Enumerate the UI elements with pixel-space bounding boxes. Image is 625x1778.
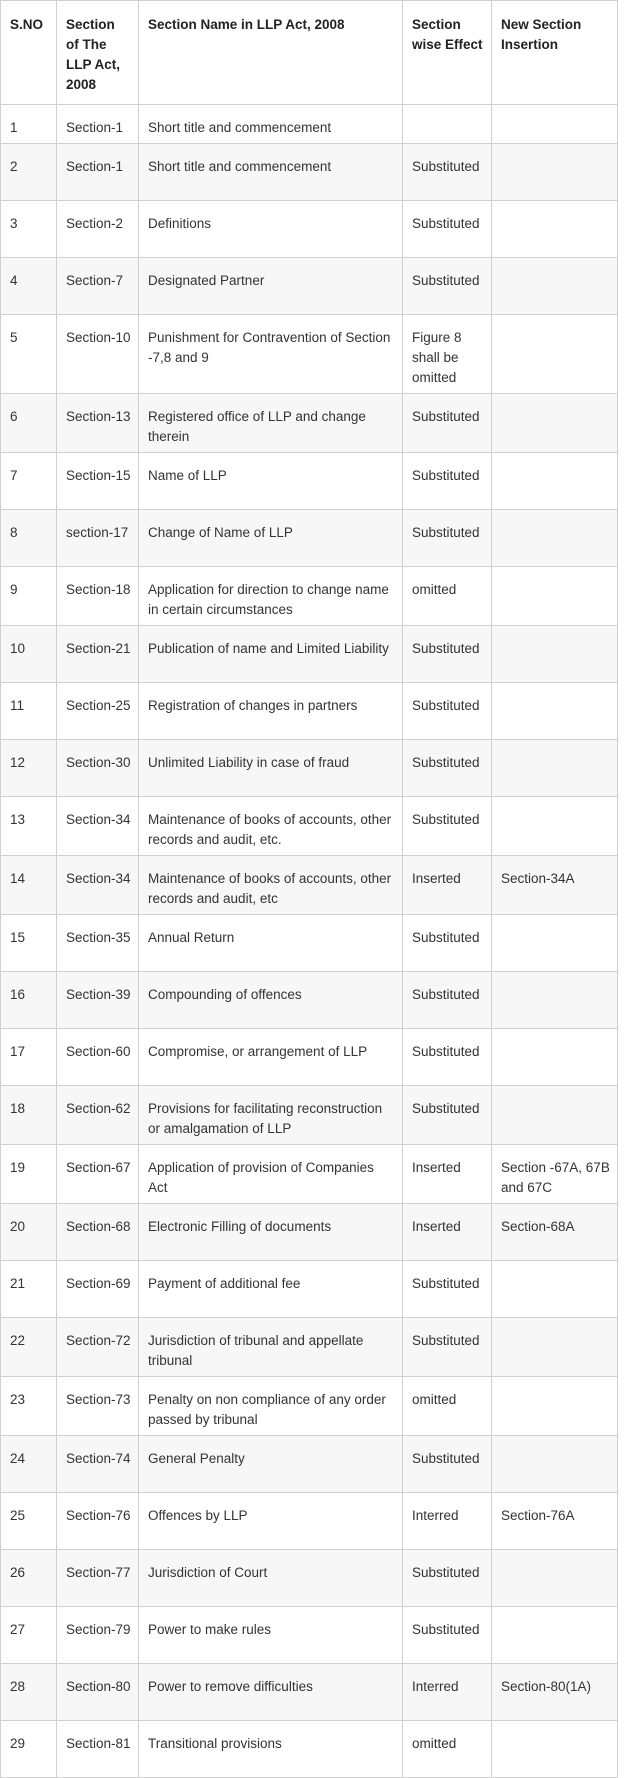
cell-section-name: Punishment for Contravention of Section -7,8 and 9 <box>139 315 403 394</box>
header-new-insertion: New Section Insertion <box>492 1 618 105</box>
cell-effect: Substituted <box>403 626 492 683</box>
table-row <box>1 105 618 144</box>
cell-section-name: Maintenance of books of accounts, other records and audit, etc. <box>139 797 403 856</box>
cell-section: Section-7 <box>57 258 139 315</box>
cell-new-insertion: Section-80(1A) <box>492 1664 618 1721</box>
cell-effect: omitted <box>403 567 492 626</box>
table-row <box>1 1086 618 1145</box>
table-row <box>1 856 618 915</box>
cell-effect: Substituted <box>403 1261 492 1318</box>
cell-new-insertion <box>492 567 618 626</box>
cell-new-insertion <box>492 915 618 972</box>
cell-effect: Inserted <box>403 1145 492 1204</box>
cell-new-insertion: Section -67A, 67B and 67C <box>492 1145 618 1204</box>
cell-sno: 16 <box>1 972 57 1029</box>
table-row <box>1 1436 618 1493</box>
cell-section-name: Application for direction to change name in certain circumstances <box>139 567 403 626</box>
cell-section-name: Transitional provisions <box>139 1721 403 1778</box>
table-row <box>1 972 618 1029</box>
cell-new-insertion <box>492 683 618 740</box>
cell-new-insertion <box>492 201 618 258</box>
header-section-name: Section Name in LLP Act, 2008 <box>139 1 403 105</box>
cell-effect: Substituted <box>403 510 492 567</box>
cell-section: Section-34 <box>57 797 139 856</box>
cell-new-insertion <box>492 1086 618 1145</box>
cell-section: Section-35 <box>57 915 139 972</box>
cell-section: Section-18 <box>57 567 139 626</box>
cell-sno: 6 <box>1 394 57 453</box>
table-row <box>1 394 618 453</box>
cell-effect <box>403 105 492 144</box>
table-row <box>1 201 618 258</box>
cell-new-insertion <box>492 394 618 453</box>
table-header <box>1 1 618 105</box>
cell-new-insertion <box>492 1721 618 1778</box>
table-row <box>1 1550 618 1607</box>
cell-sno: 28 <box>1 1664 57 1721</box>
cell-section-name: Registered office of LLP and change therein <box>139 394 403 453</box>
cell-sno: 5 <box>1 315 57 394</box>
cell-new-insertion <box>492 258 618 315</box>
table-row <box>1 797 618 856</box>
cell-effect: Substituted <box>403 144 492 201</box>
cell-effect: Substituted <box>403 1318 492 1377</box>
cell-section: Section-81 <box>57 1721 139 1778</box>
cell-effect: Inserted <box>403 1204 492 1261</box>
table-row <box>1 1664 618 1721</box>
cell-sno: 3 <box>1 201 57 258</box>
cell-section-name: Designated Partner <box>139 258 403 315</box>
cell-new-insertion <box>492 1550 618 1607</box>
cell-effect: Substituted <box>403 258 492 315</box>
cell-section: Section-76 <box>57 1493 139 1550</box>
cell-section: Section-80 <box>57 1664 139 1721</box>
cell-section-name: Short title and commencement <box>139 105 403 144</box>
table-row <box>1 1318 618 1377</box>
cell-section-name: Maintenance of books of accounts, other records and audit, etc <box>139 856 403 915</box>
cell-sno: 23 <box>1 1377 57 1436</box>
cell-sno: 2 <box>1 144 57 201</box>
table-row <box>1 1377 618 1436</box>
cell-section: Section-39 <box>57 972 139 1029</box>
cell-section-name: Electronic Filling of documents <box>139 1204 403 1261</box>
cell-effect: Substituted <box>403 453 492 510</box>
cell-section-name: Power to remove difficulties <box>139 1664 403 1721</box>
cell-sno: 14 <box>1 856 57 915</box>
cell-effect: Substituted <box>403 740 492 797</box>
cell-effect: Substituted <box>403 1086 492 1145</box>
cell-section: Section-69 <box>57 1261 139 1318</box>
cell-section-name: Publication of name and Limited Liability <box>139 626 403 683</box>
cell-sno: 17 <box>1 1029 57 1086</box>
cell-section: Section-73 <box>57 1377 139 1436</box>
cell-new-insertion <box>492 972 618 1029</box>
table-row <box>1 626 618 683</box>
cell-section-name: Power to make rules <box>139 1607 403 1664</box>
cell-new-insertion <box>492 1318 618 1377</box>
cell-section: Section-67 <box>57 1145 139 1204</box>
table-row <box>1 1493 618 1550</box>
cell-section: Section-15 <box>57 453 139 510</box>
cell-section-name: Registration of changes in partners <box>139 683 403 740</box>
table-row <box>1 1607 618 1664</box>
cell-new-insertion <box>492 626 618 683</box>
cell-section-name: Name of LLP <box>139 453 403 510</box>
cell-effect: Substituted <box>403 1607 492 1664</box>
cell-new-insertion <box>492 1377 618 1436</box>
cell-effect: Substituted <box>403 915 492 972</box>
cell-section: Section-1 <box>57 105 139 144</box>
cell-sno: 25 <box>1 1493 57 1550</box>
cell-effect: Substituted <box>403 1029 492 1086</box>
cell-effect: Substituted <box>403 1436 492 1493</box>
cell-effect: Interred <box>403 1493 492 1550</box>
cell-sno: 27 <box>1 1607 57 1664</box>
cell-new-insertion: Section-34A <box>492 856 618 915</box>
cell-sno: 8 <box>1 510 57 567</box>
table-body <box>1 105 618 1778</box>
cell-section-name: Short title and commencement <box>139 144 403 201</box>
cell-effect: Substituted <box>403 683 492 740</box>
cell-effect: Figure 8 shall be omitted <box>403 315 492 394</box>
cell-new-insertion <box>492 1607 618 1664</box>
table-row <box>1 258 618 315</box>
cell-section: Section-10 <box>57 315 139 394</box>
cell-new-insertion <box>492 797 618 856</box>
cell-section-name: Unlimited Liability in case of fraud <box>139 740 403 797</box>
cell-sno: 22 <box>1 1318 57 1377</box>
cell-section: Section-21 <box>57 626 139 683</box>
cell-sno: 19 <box>1 1145 57 1204</box>
header-effect: Section wise Effect <box>403 1 492 105</box>
cell-section: Section-79 <box>57 1607 139 1664</box>
table-row <box>1 144 618 201</box>
cell-section-name: Jurisdiction of tribunal and appellate tribunal <box>139 1318 403 1377</box>
cell-new-insertion <box>492 1436 618 1493</box>
cell-effect: Substituted <box>403 797 492 856</box>
cell-sno: 13 <box>1 797 57 856</box>
cell-section-name: Compounding of offences <box>139 972 403 1029</box>
table-row <box>1 683 618 740</box>
cell-section: Section-30 <box>57 740 139 797</box>
cell-section: Section-77 <box>57 1550 139 1607</box>
table-row <box>1 1204 618 1261</box>
cell-section-name: Change of Name of LLP <box>139 510 403 567</box>
cell-sno: 12 <box>1 740 57 797</box>
cell-section: Section-13 <box>57 394 139 453</box>
cell-effect: Interred <box>403 1664 492 1721</box>
cell-effect: omitted <box>403 1721 492 1778</box>
cell-new-insertion <box>492 315 618 394</box>
cell-new-insertion <box>492 1261 618 1318</box>
table-row <box>1 315 618 394</box>
cell-section: section-17 <box>57 510 139 567</box>
cell-sno: 1 <box>1 105 57 144</box>
cell-new-insertion <box>492 453 618 510</box>
cell-section: Section-25 <box>57 683 139 740</box>
cell-new-insertion: Section-76A <box>492 1493 618 1550</box>
cell-effect: Inserted <box>403 856 492 915</box>
cell-new-insertion <box>492 144 618 201</box>
cell-section: Section-68 <box>57 1204 139 1261</box>
cell-effect: Substituted <box>403 394 492 453</box>
header-row <box>1 1 618 105</box>
table-row <box>1 453 618 510</box>
cell-effect: Substituted <box>403 1550 492 1607</box>
cell-section: Section-34 <box>57 856 139 915</box>
cell-sno: 21 <box>1 1261 57 1318</box>
header-section: Section of The LLP Act, 2008 <box>57 1 139 105</box>
cell-new-insertion <box>492 105 618 144</box>
cell-section: Section-74 <box>57 1436 139 1493</box>
table-row <box>1 740 618 797</box>
cell-sno: 24 <box>1 1436 57 1493</box>
cell-section-name: Provisions for facilitating reconstruction or amalgamation of LLP <box>139 1086 403 1145</box>
table-row <box>1 510 618 567</box>
cell-section-name: Compromise, or arrangement of LLP <box>139 1029 403 1086</box>
cell-sno: 10 <box>1 626 57 683</box>
cell-effect: Substituted <box>403 201 492 258</box>
cell-section-name: General Penalty <box>139 1436 403 1493</box>
cell-sno: 18 <box>1 1086 57 1145</box>
cell-sno: 9 <box>1 567 57 626</box>
cell-new-insertion <box>492 740 618 797</box>
cell-sno: 15 <box>1 915 57 972</box>
cell-sno: 11 <box>1 683 57 740</box>
cell-new-insertion <box>492 510 618 567</box>
cell-section: Section-62 <box>57 1086 139 1145</box>
header-sno: S.NO <box>1 1 57 105</box>
cell-section-name: Application of provision of Companies Act <box>139 1145 403 1204</box>
cell-section: Section-2 <box>57 201 139 258</box>
cell-new-insertion: Section-68A <box>492 1204 618 1261</box>
cell-sno: 26 <box>1 1550 57 1607</box>
cell-section-name: Definitions <box>139 201 403 258</box>
cell-new-insertion <box>492 1029 618 1086</box>
cell-effect: omitted <box>403 1377 492 1436</box>
cell-section-name: Penalty on non compliance of any order passed by tribunal <box>139 1377 403 1436</box>
cell-sno: 29 <box>1 1721 57 1778</box>
cell-section: Section-1 <box>57 144 139 201</box>
cell-sno: 7 <box>1 453 57 510</box>
cell-section-name: Annual Return <box>139 915 403 972</box>
table-row <box>1 1029 618 1086</box>
table-row <box>1 1721 618 1778</box>
table-row <box>1 1145 618 1204</box>
cell-section-name: Offences by LLP <box>139 1493 403 1550</box>
cell-section: Section-72 <box>57 1318 139 1377</box>
cell-section-name: Payment of additional fee <box>139 1261 403 1318</box>
cell-sno: 20 <box>1 1204 57 1261</box>
table-row <box>1 915 618 972</box>
cell-section-name: Jurisdiction of Court <box>139 1550 403 1607</box>
cell-sno: 4 <box>1 258 57 315</box>
table-row <box>1 1261 618 1318</box>
table-row <box>1 567 618 626</box>
cell-effect: Substituted <box>403 972 492 1029</box>
cell-section: Section-60 <box>57 1029 139 1086</box>
